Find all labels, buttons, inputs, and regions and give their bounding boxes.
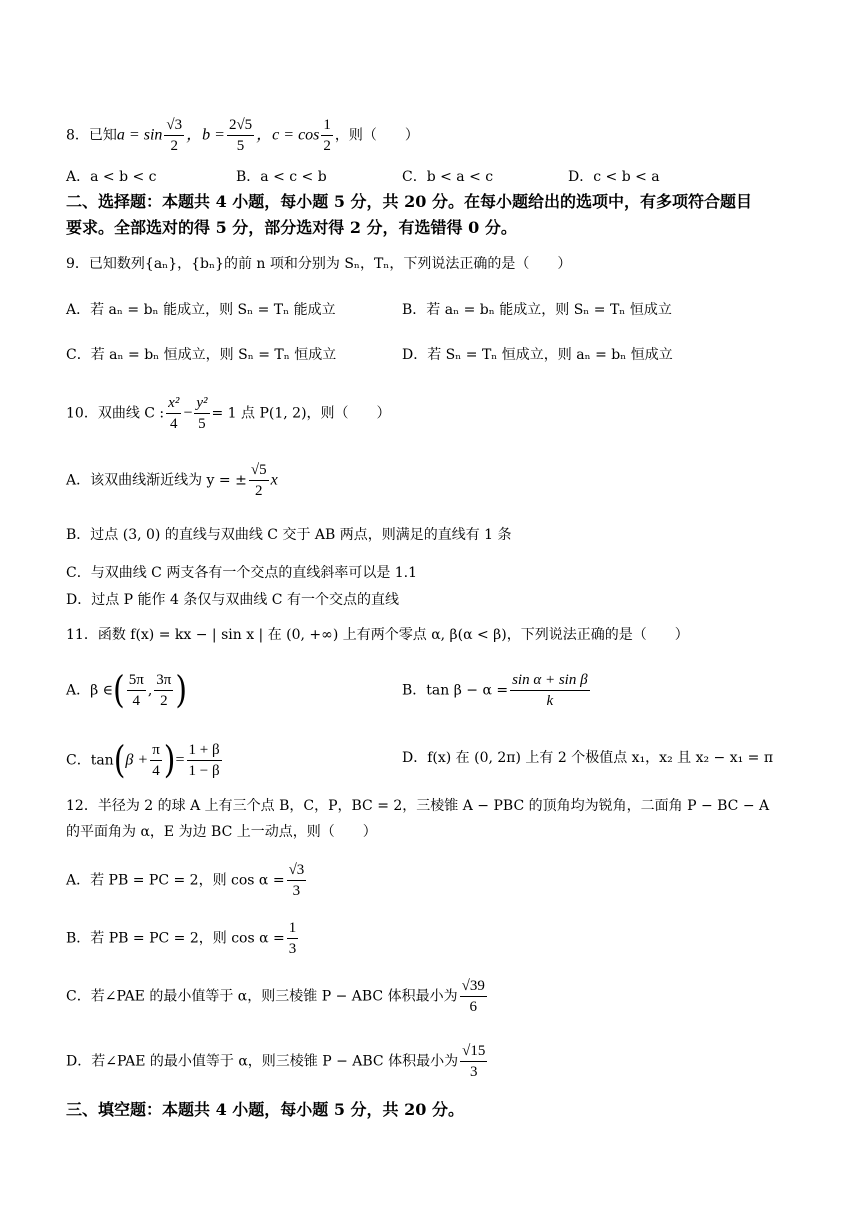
q9-option-b: B．若 aₙ = bₙ 能成立，则 Sₙ = Tₙ 恒成立 — [402, 302, 672, 318]
q8-b-frac — [227, 115, 254, 156]
q8-suffix: ，则（ ） — [334, 127, 419, 144]
q11-option-d: D．f(x) 在 (0, 2π) 上有 2 个极值点 x₁，x₂ 且 x₂ − x₁ = π — [402, 750, 774, 766]
q8-c-den: 2 — [323, 138, 331, 154]
q11-a-f1-den: 4 — [132, 693, 141, 709]
q11-c-lparen: ( — [113, 738, 126, 782]
q8-option-d: D．c < b < a — [568, 169, 660, 185]
q12-line1: 12．半径为 2 的球 A 上有三个点 B，C，P，BC = 2，三棱锥 A − PBC 的顶角均为锐角，二面角 P − BC − A — [66, 798, 770, 814]
q8-b-lhs: ，b = — [186, 126, 225, 144]
q8-stem — [66, 115, 419, 156]
q8-c-num: 1 — [321, 115, 333, 136]
section3-line1: 三、填空题：本题共 4 小题，每小题 5 分，共 20 分。 — [66, 1100, 464, 1119]
q12-d-frac — [460, 1041, 487, 1082]
q8-b-num: 2√5 — [227, 115, 254, 136]
section2-line2: 要求。全部选对的得 5 分，部分选对得 2 分，有选错得 0 分。 — [66, 218, 517, 237]
q10-f2-num: y² — [194, 393, 209, 414]
q11-b-prefix: B．tan β − α = — [402, 682, 509, 699]
q11-option-c — [66, 740, 224, 781]
q10-option-c: C．与双曲线 C 两支各有一个交点的直线斜率可以是 1.1 — [66, 565, 418, 581]
q11-a-frac1 — [127, 670, 146, 711]
q11-option-b — [402, 670, 592, 711]
q11-b-num: sin α + sin β — [510, 670, 589, 691]
q11-a-f1-num: 5π — [127, 670, 146, 691]
q8-option-b: B．a < c < b — [236, 169, 327, 185]
q10-frac1 — [166, 393, 181, 434]
q11-option-a: A．β ∈( $\frac{5\pi}{4}$ , $\frac{3\pi}{2}$ ) — [66, 668, 188, 712]
q9-option-a: A．若 aₙ = bₙ 能成立，则 Sₙ = Tₙ 能成立 — [66, 302, 336, 318]
q12-d-num: √15 — [460, 1041, 487, 1062]
q12-a-prefix: A．若 PB = PC = 2，则 cos α = — [66, 872, 285, 889]
q12-c-den: 6 — [469, 999, 477, 1015]
q12-a-den: 3 — [292, 883, 301, 899]
q10-option-d: D．过点 P 能作 4 条仅与双曲线 C 有一个交点的直线 — [66, 592, 399, 608]
q11-c-prefix: C．tan — [66, 752, 114, 769]
q10-a-prefix: A．该双曲线渐近线为 y = ± — [66, 472, 247, 489]
q9-option-c: C．若 aₙ = bₙ 恒成立，则 Sₙ = Tₙ 恒成立 — [66, 347, 337, 363]
q10-a-frac — [249, 460, 269, 501]
q8-c-frac — [321, 115, 333, 156]
q11-b-den: k — [546, 693, 554, 709]
q11-c-eq: = — [175, 751, 185, 769]
q10-a-den: 2 — [254, 483, 263, 499]
q11-c-den: 1 − β — [188, 763, 220, 779]
q12-option-c — [66, 976, 489, 1017]
q11-c-num: 1 + β — [187, 740, 222, 761]
q12-c-prefix: C．若∠PAE 的最小值等于 α，则三棱锥 P − ABC 体积最小为 — [66, 988, 458, 1005]
q12-a-frac — [287, 860, 307, 901]
q11-c-pi-num: π — [150, 740, 162, 761]
q12-d-den: 3 — [469, 1064, 478, 1080]
q8-a-lhs: a = sin — [116, 126, 163, 144]
q12-c-frac — [460, 976, 487, 1017]
q12-b-num: 1 — [287, 918, 299, 939]
q10-option-b: B．过点 (3, 0) 的直线与双曲线 C 交于 AB 两点，则满足的直线有 1 条 — [66, 527, 512, 543]
q12-a-num: √3 — [287, 860, 307, 881]
q12-option-b — [66, 918, 300, 959]
q10-stem — [66, 393, 391, 434]
q10-f1-den: 4 — [169, 416, 178, 432]
q11-b-frac — [510, 670, 589, 711]
q11-c-inner: β + — [125, 751, 149, 769]
q8-a-frac — [164, 115, 184, 156]
q12-line2: 的平面角为 α，E 为边 BC 上一动点，则（ ） — [66, 824, 377, 840]
q8-prefix: 8．已知 — [66, 127, 117, 144]
q11-c-pi-frac — [150, 740, 162, 781]
q10-option-a — [66, 460, 278, 501]
q11-a-frac2 — [154, 670, 173, 711]
q11-a-prefix: A．β ∈ — [66, 682, 114, 699]
q8-a-num: √3 — [164, 115, 184, 136]
q10-prefix: 10．双曲线 C : — [66, 405, 165, 422]
q12-d-prefix: D．若∠PAE 的最小值等于 α，则三棱锥 P − ABC 体积最小为 — [66, 1053, 459, 1070]
q10-suffix: = 1 点 P(1, 2)，则（ ） — [211, 405, 391, 422]
q10-a-num: √5 — [249, 460, 269, 481]
q10-minus: − — [183, 404, 193, 422]
q10-f1-num: x² — [166, 393, 181, 414]
q9-stem: 9．已知数列{aₙ}，{bₙ}的前 n 项和分别为 Sₙ，Tₙ，下列说法正确的是（ ） — [66, 256, 572, 272]
q11-a-f2-den: 2 — [160, 693, 168, 709]
q12-b-den: 3 — [288, 941, 297, 957]
q10-a-suffix: x — [270, 471, 278, 489]
q8-option-c: C．b < a < c — [402, 169, 494, 185]
q11-c-frac — [187, 740, 222, 781]
q12-c-num: √39 — [460, 976, 487, 997]
q12-b-prefix: B．若 PB = PC = 2，则 cos α = — [66, 930, 285, 947]
q8-option-a: A．a < b < c — [66, 169, 157, 185]
q12-option-d — [66, 1041, 489, 1082]
section2-line1: 二、选择题：本题共 4 小题，每小题 5 分，共 20 分。在每小题给出的选项中，有多项符合题目 — [66, 192, 752, 211]
q9-option-d: D．若 Sₙ = Tₙ 恒成立，则 aₙ = bₙ 恒成立 — [402, 347, 673, 363]
q12-option-a — [66, 860, 308, 901]
q11-a-lparen: ( — [113, 668, 125, 712]
q11-a-rparen: ) — [175, 668, 188, 712]
q10-f2-den: 5 — [198, 416, 206, 432]
q8-c-lhs: ，c = cos — [256, 126, 320, 144]
q11-a-f2-num: 3π — [154, 670, 173, 691]
q8-a-den: 2 — [170, 138, 178, 154]
q11-c-rparen: ) — [163, 738, 176, 782]
q8-b-den: 5 — [236, 138, 245, 154]
q11-c-pi-den: 4 — [152, 763, 160, 779]
q11-stem: 11．函数 f(x) = kx − | sin x | 在 (0, +∞) 上有两个零点 α, β(α < β)，下列说法正确的是（ ） — [66, 627, 689, 643]
q12-b-frac — [287, 918, 299, 959]
q10-frac2 — [194, 393, 209, 434]
